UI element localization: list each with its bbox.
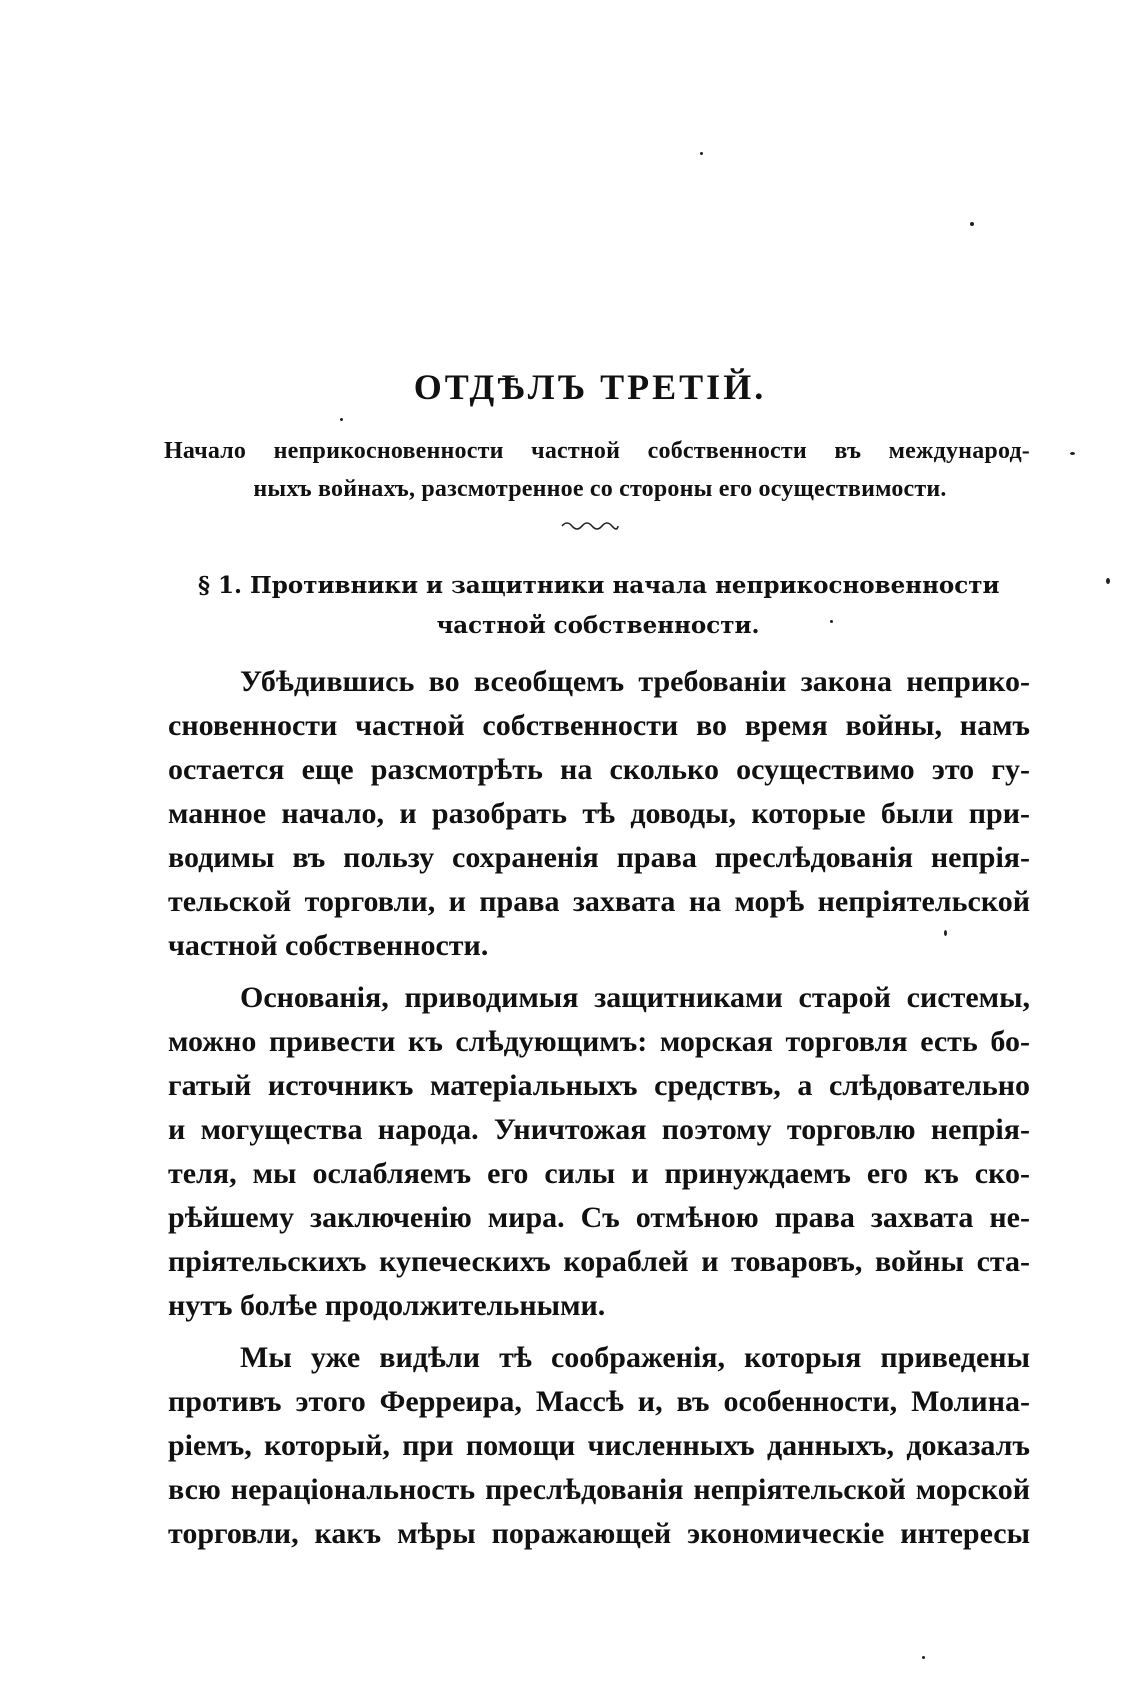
wave-ornament [560, 518, 620, 532]
scan-speck [1070, 452, 1075, 455]
text-line: можно привести къ слѣдующимъ: морская торговля есть бо- [168, 1025, 1030, 1058]
text-line: Основанія, приводимыя защитниками старой системы, [240, 981, 1030, 1014]
text-line: Мы уже видѣли тѣ соображенія, которыя приведены [240, 1341, 1030, 1374]
text-line: манное начало, и разобрать тѣ доводы, которые были при- [168, 797, 1030, 830]
text-line: рѣйшему заключенію мира. Съ отмѣною права захвата не- [168, 1201, 1030, 1234]
scan-speck [340, 418, 343, 421]
paragraph-title-line-1: § 1. Противники и защитники начала неприкосновенности [198, 572, 1000, 599]
text-line: гатый источникъ матеріальныхъ средствъ, а слѣдовательно [168, 1069, 1030, 1102]
text-line: сновенности частной собственности во время войны, намъ [168, 709, 1030, 742]
scan-speck [922, 1656, 925, 1659]
text-line: ріемъ, который, при помощи численныхъ данныхъ, доказалъ [168, 1429, 1030, 1462]
scan-speck [1106, 578, 1110, 584]
text-line: всю нераціональность преслѣдованія непріятельской морской [168, 1473, 1030, 1506]
paragraph-title-line-2: частной собственности. [436, 612, 760, 639]
text-line: тельской торговли, и права захвата на морѣ непріятельской [168, 885, 1030, 918]
text-line: противъ этого Ферреира, Массѣ и, въ особенности, Молина- [168, 1385, 1030, 1418]
subtitle-line-1: Начало неприкосновенности частной собственности въ международ- [164, 438, 1030, 464]
text-line: частной собственности. [168, 929, 489, 962]
text-line: остается еще разсмотрѣть на сколько осуществимо это гу- [168, 753, 1030, 786]
text-line: водимы въ пользу сохраненія права преслѣдованія непрія- [168, 841, 1030, 874]
text-line: торговли, какъ мѣры поражающей экономическіе интересы [168, 1517, 1030, 1550]
section-title: ОТДѢЛЪ ТРЕТІЙ. [413, 367, 767, 407]
subtitle-line-2: ныхъ войнахъ, разсмотренное со стороны его осуществимости. [253, 476, 947, 502]
scan-speck [700, 152, 703, 155]
text-line: и могущества народа. Уничтожая поэтому торговлю непрія- [168, 1113, 1030, 1146]
text-line: пріятельскихъ купеческихъ кораблей и товаровъ, войны ста- [168, 1245, 1030, 1278]
text-line: теля, мы ослабляемъ его силы и принуждаемъ его къ ско- [168, 1157, 1030, 1190]
scan-speck [970, 222, 974, 226]
text-line: Убѣдившись во всеобщемъ требованіи закона неприко- [240, 665, 1030, 698]
text-line: нутъ болѣе продолжительными. [168, 1289, 606, 1322]
